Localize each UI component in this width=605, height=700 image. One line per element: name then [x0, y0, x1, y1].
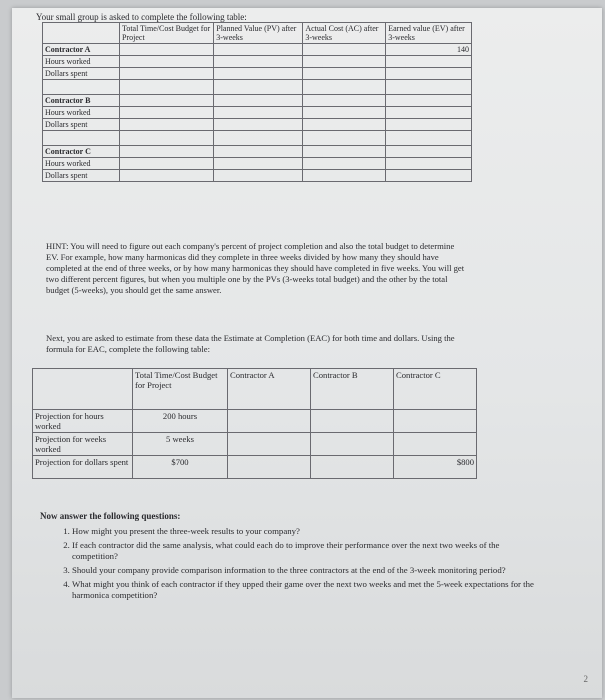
intro-text: Your small group is asked to complete the following table:: [36, 12, 247, 22]
ev-value: 140: [386, 44, 472, 56]
header-cell: Contractor B: [311, 369, 394, 410]
row-label: Hours worked: [43, 56, 120, 68]
row-label: Dollars spent: [43, 170, 120, 182]
table-row: [43, 146, 472, 158]
question-item: 3. Should your company provide comparison information to the three contractors at the end of the 3-week monitoring period?: [72, 565, 542, 576]
table-row: [43, 95, 472, 107]
question-item: 4. What might you think of each contractor if they upped their game over the next two weeks and met the 5-week expectations for the harmonica competition?: [72, 579, 542, 601]
row-label: Hours worked: [43, 158, 120, 170]
header-cell: Actual Cost (AC) after 3-weeks: [303, 23, 386, 44]
header-cell: Contractor A: [228, 369, 311, 410]
row-label: Dollars spent: [43, 68, 120, 80]
row-label: Projection for dollars spent: [33, 456, 133, 479]
contractor-c-dollars: $800: [394, 456, 477, 479]
header-cell: Total Time/Cost Budget for Project: [133, 369, 228, 410]
header-cell: Planned Value (PV) after 3-weeks: [214, 23, 303, 44]
table-row: [43, 44, 472, 56]
document-page: [12, 8, 602, 698]
table-row: [43, 170, 472, 182]
questions-heading: Now answer the following questions:: [40, 511, 181, 521]
contractor-c-label: Contractor C: [43, 146, 120, 158]
evm-table: [42, 22, 472, 182]
instructions-paragraph: Next, you are asked to estimate from these data the Estimate at Completion (EAC) for both time and dollars. Using the formula for EAC, complete the following table:: [46, 333, 455, 354]
questions-list: [40, 526, 542, 604]
hint-paragraph: HINT: You will need to figure out each company's percent of project completion and also the total budget to determine EV. For example, how many harmonicas did they complete in three weeks divided by how many they should have completed at the end of three weeks, or by how many harmonicas they should have completed in five weeks. You will get two different percent figures, but when you multiple one by the PVs (3-weeks total budget) and the other by the total budget (5-weeks), you should get the same answer.: [46, 241, 465, 295]
table-row: [43, 158, 472, 170]
eac-table: [32, 368, 477, 479]
budget-value: 200 hours: [133, 410, 228, 433]
question-item: 1. How might you present the three-week results to your company?: [72, 526, 542, 537]
question-item: 2. If each contractor did the same analysis, what could each do to improve their performance over the next two weeks of the competition?: [72, 540, 542, 562]
header-cell: Earned value (EV) after 3-weeks: [386, 23, 472, 44]
header-cell: Total Time/Cost Budget for Project: [120, 23, 214, 44]
table-row: [43, 56, 472, 68]
budget-value: $700: [133, 456, 228, 479]
table-row: [33, 410, 477, 433]
budget-value: 5 weeks: [133, 433, 228, 456]
contractor-b-label: Contractor B: [43, 95, 120, 107]
table-row: [33, 456, 477, 479]
row-label: Projection for hours worked: [33, 410, 133, 433]
page-number: 2: [583, 674, 588, 684]
table-row: [43, 107, 472, 119]
header-cell: Contractor C: [394, 369, 477, 410]
row-label: Hours worked: [43, 107, 120, 119]
contractor-a-label: Contractor A: [43, 44, 120, 56]
row-label: Projection for weeks worked: [33, 433, 133, 456]
table-row: [33, 433, 477, 456]
row-label: Dollars spent: [43, 119, 120, 131]
table-row: [43, 23, 472, 44]
table-row: [33, 369, 477, 410]
table-row: [43, 68, 472, 80]
table-row: [43, 119, 472, 131]
